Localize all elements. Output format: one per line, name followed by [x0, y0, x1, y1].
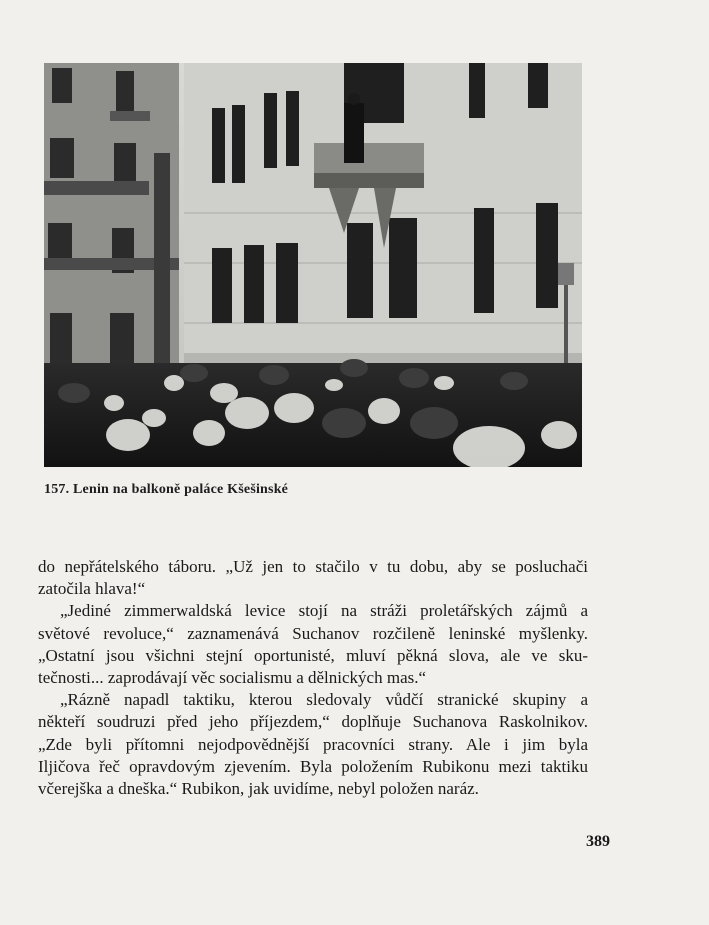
- text-line: „Rázně napadl taktiku, kterou sledovaly vůdčí stranické skupiny a: [60, 690, 588, 710]
- text-line: zatočila hlava!“: [38, 579, 146, 599]
- text-line: včerejška a dneška.“ Rubikon, jak uvidíme, nebyl položen naráz.: [38, 778, 479, 798]
- text-line: Iljičova řeč opravdovým zjevením. Byla položením Rubikonu mezi taktiku: [38, 756, 588, 776]
- text-line: do nepřátelského táboru. „Už jen to stačilo v tu dobu, aby se posluchači: [38, 557, 588, 576]
- text-line: „Zde byli přítomni nejodpovědnější pracovníci strany. Ale i jim byla: [38, 734, 588, 754]
- text-line: tečnosti... zaprodávají věc socialismu a dělnických mas.“: [38, 667, 427, 687]
- text-line: světové revoluce,“ zaznamenává Suchanov rozčileně leninské myšlenky.: [38, 623, 588, 643]
- text-line: „Ostatní jsou všichni stejní oportunisté, mluví pěkná slova, ale ve sku-: [38, 645, 588, 665]
- text-line: „Jediné zimmerwaldská levice stojí na stráži proletářských zájmů a: [60, 601, 588, 621]
- body-text: [38, 556, 588, 800]
- page-number: 389: [586, 833, 610, 850]
- photograph: [44, 63, 582, 467]
- figure-caption: 157. Lenin na balkoně paláce Kšešinské: [44, 482, 289, 497]
- text-line: někteří soudruzi před jeho příjezdem,“ doplňuje Suchanova Raskolnikov.: [38, 712, 588, 732]
- photo-illustration: [44, 63, 582, 467]
